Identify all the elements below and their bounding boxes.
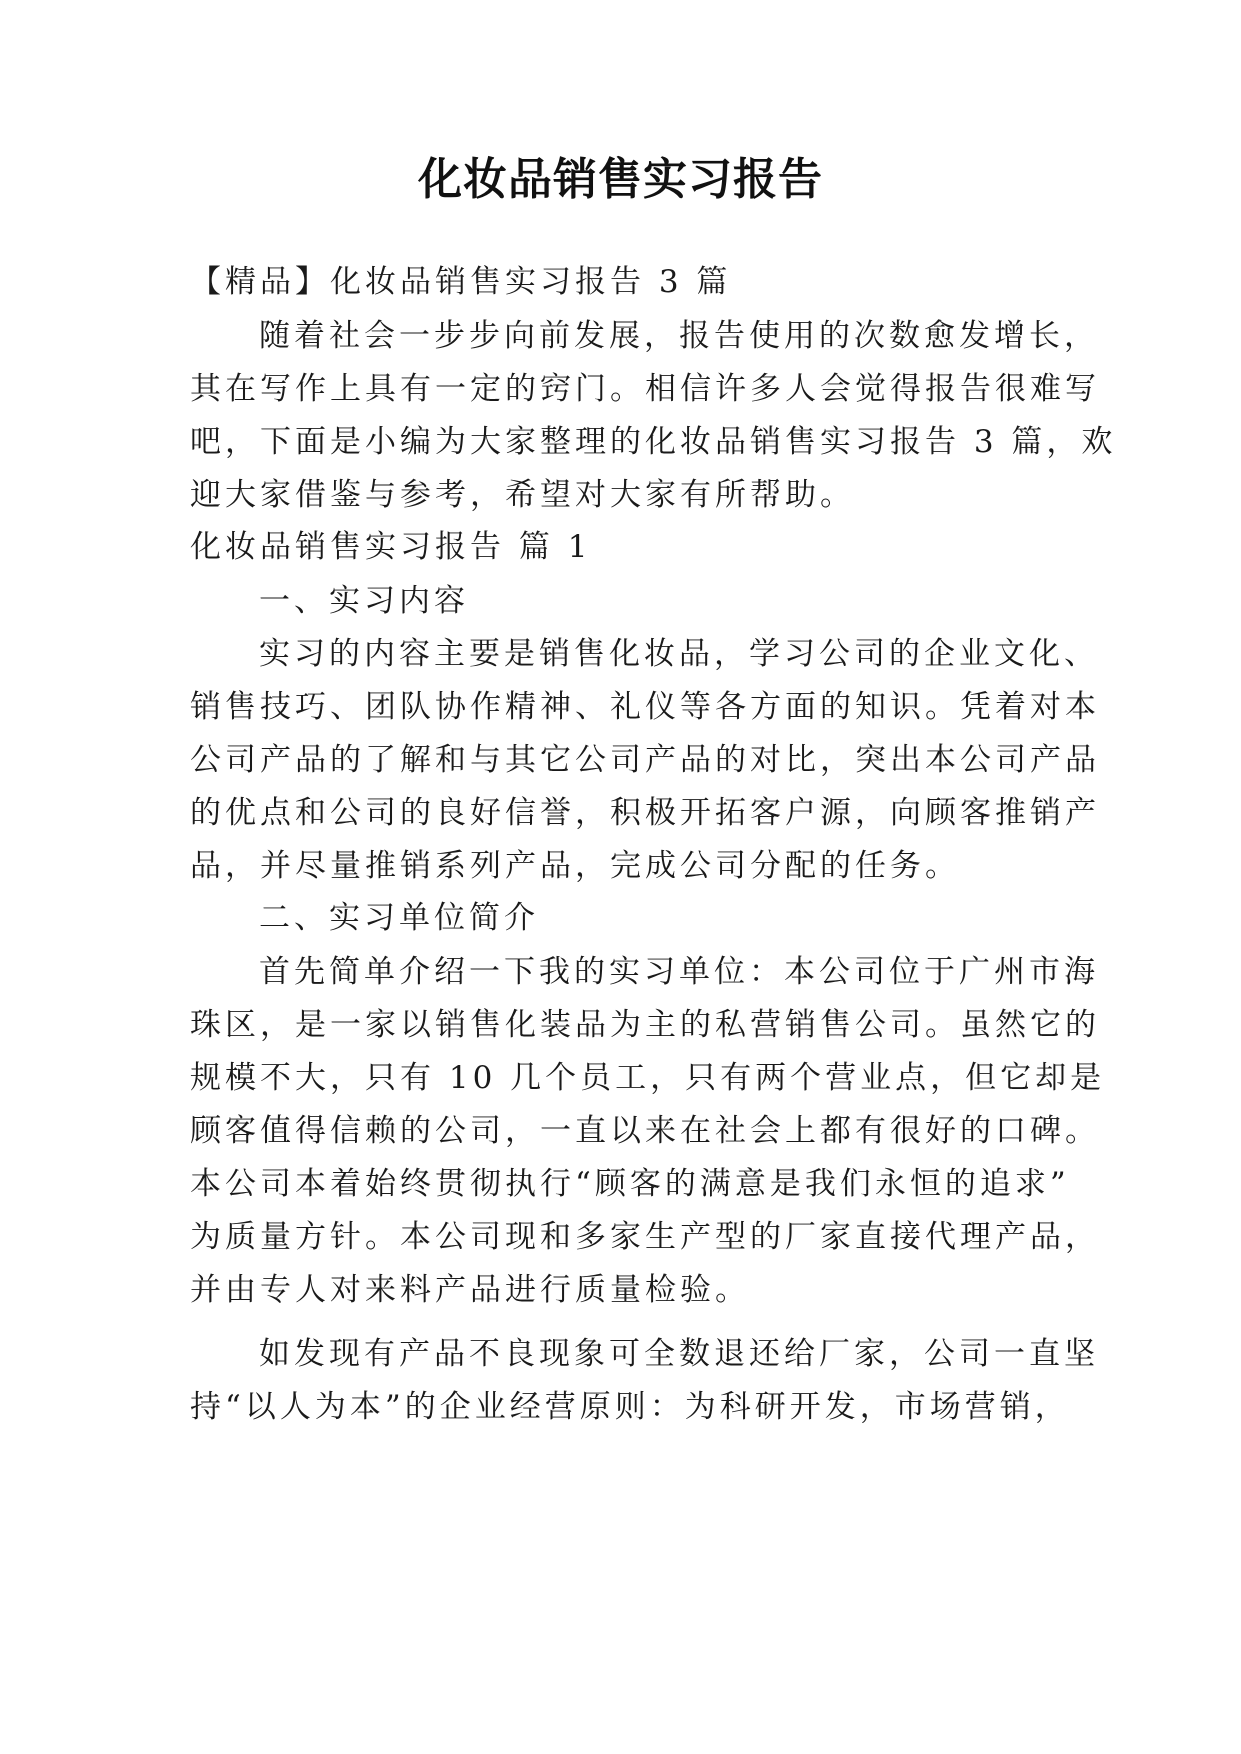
doc-line-section-title: 化妆品销售实习报告 篇 1 [190,529,592,565]
doc-line: 持“以人为本”的企业经营原则：为科研开发，市场营销， [190,1389,1070,1425]
doc-line: 其在写作上具有一定的窍门。相信许多人会觉得报告很难写 [190,371,1100,407]
doc-line-subtitle: 【精品】化妆品销售实习报告 3 篇 [190,264,732,300]
doc-line: 品，并尽量推销系列产品，完成公司分配的任务。 [190,848,960,884]
doc-line-heading: 二、实习单位简介 [259,900,539,936]
doc-line: 实习的内容主要是销售化妆品，学习公司的企业文化、 [259,636,1099,672]
doc-line: 随着社会一步步向前发展，报告使用的次数愈发增长， [259,318,1099,354]
doc-line: 规模不大，只有 10 几个员工，只有两个营业点，但它却是 [190,1060,1106,1096]
doc-line: 吧，下面是小编为大家整理的化妆品销售实习报告 3 篇，欢 [190,424,1117,460]
doc-line: 为质量方针。本公司现和多家生产型的厂家直接代理产品， [190,1219,1100,1255]
doc-line: 销售技巧、团队协作精神、礼仪等各方面的知识。凭着对本 [190,689,1100,725]
doc-line: 顾客值得信赖的公司，一直以来在社会上都有很好的口碑。 [190,1113,1100,1149]
doc-line: 迎大家借鉴与参考，希望对大家有所帮助。 [190,477,855,513]
doc-line: 公司产品的了解和与其它公司产品的对比，突出本公司产品 [190,742,1100,778]
document-title: 化妆品销售实习报告 [418,154,823,205]
doc-line: 首先简单介绍一下我的实习单位：本公司位于广州市海 [259,954,1099,990]
doc-line: 珠区，是一家以销售化装品为主的私营销售公司。虽然它的 [190,1007,1100,1043]
doc-line: 本公司本着始终贯彻执行“顾客的满意是我们永恒的追求” [190,1166,1070,1202]
doc-line: 的优点和公司的良好信誉，积极开拓客户源，向顾客推销产 [190,795,1100,831]
doc-line-heading: 一、实习内容 [259,583,469,619]
doc-line: 如发现有产品不良现象可全数退还给厂家，公司一直坚 [259,1336,1099,1372]
doc-line: 并由专人对来料产品进行质量检验。 [190,1272,750,1308]
